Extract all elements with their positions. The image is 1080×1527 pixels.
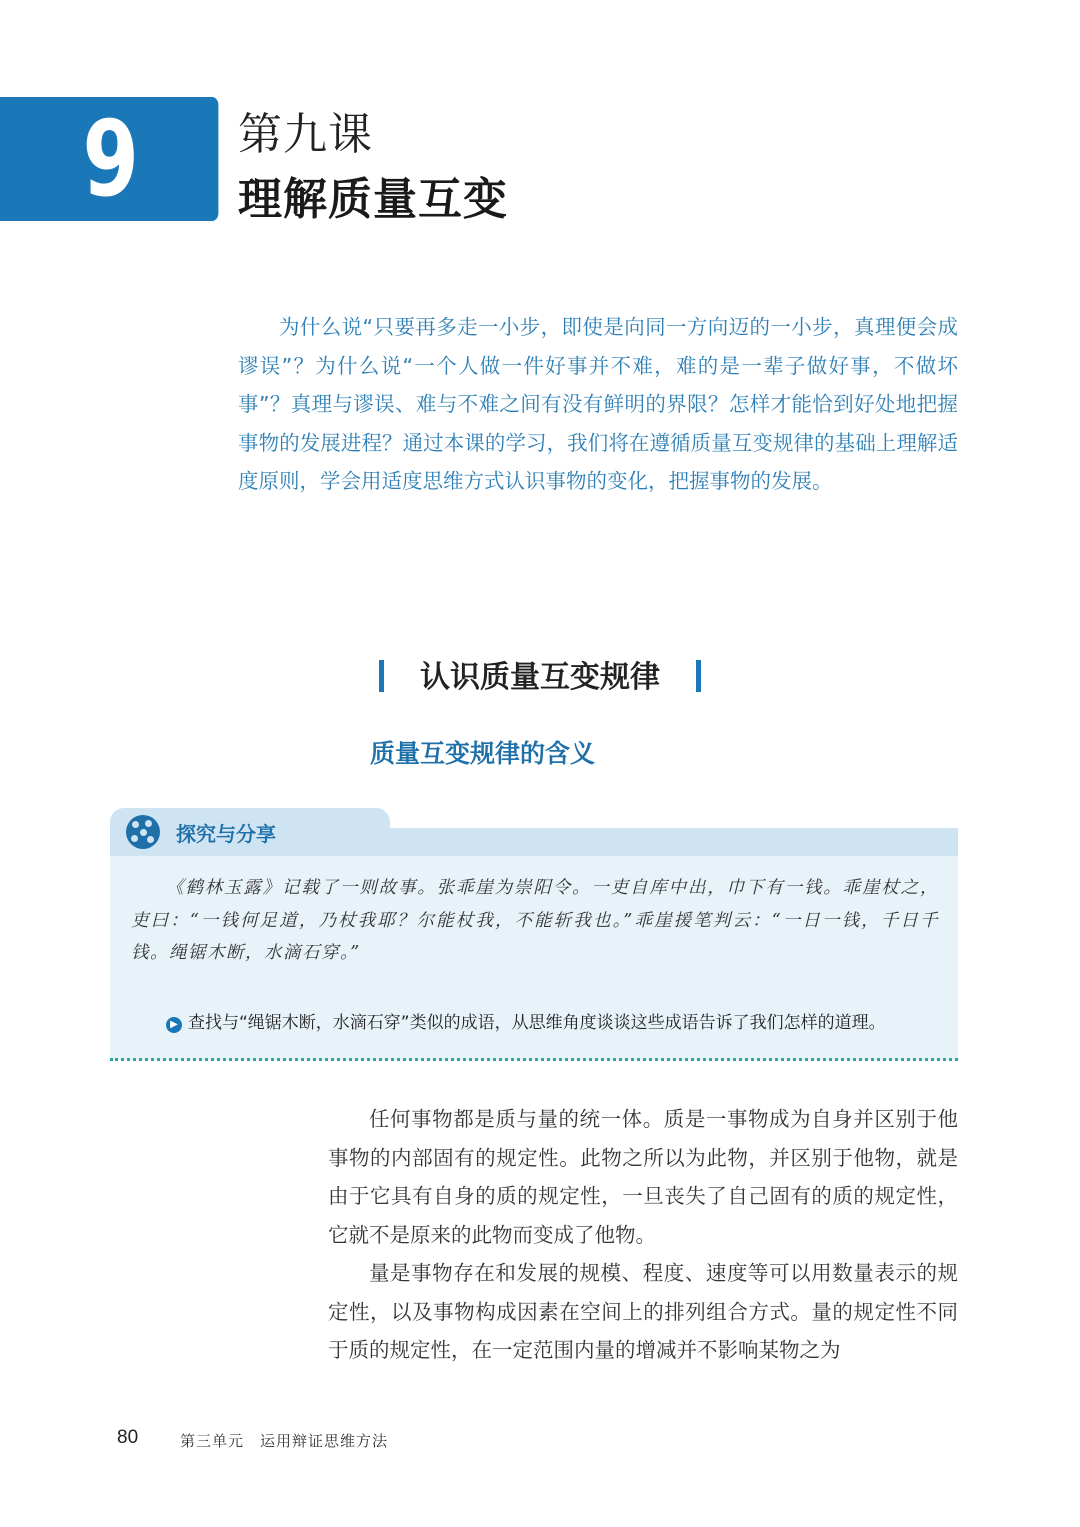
heading-right-bar — [696, 660, 701, 692]
heading-left-bar — [379, 660, 384, 692]
subsection-heading: 质量互变规律的含义 — [370, 739, 596, 768]
section-heading-text: 认识质量互变规律 — [420, 660, 660, 695]
lesson-title: 理解质量互变 — [238, 174, 508, 225]
dotted-divider — [110, 1058, 958, 1061]
lesson-number-badge: 9 — [0, 97, 218, 221]
body-paragraph-2: 量是事物存在和发展的规模、程度、速度等可以用数量表示的规定性，以及事物构成因素在空间上的排列组合方式。量的规定性不同于质的规定性，在一定范围内量的增减并不影响某物之为 — [328, 1261, 958, 1362]
explore-task-text: 查找与“绳锯木断，水滴石穿”类似的成语，从思维角度谈谈这些成语告诉了我们怎样的道理。 — [188, 1013, 886, 1033]
explore-story: 《鹤林玉露》记载了一则故事。张乖崖为崇阳令。一吏自库中出，巾下有一钱。乖崖杖之，吏曰：“一钱何足道，乃杖我耶？尔能杖我，不能斩我也。”乖崖援笔判云：“一日一钱，千日千钱。绳锯木断，水滴石穿。” — [131, 878, 939, 963]
section-heading — [0, 652, 1080, 696]
arrow-right-icon: ▶ — [166, 1017, 182, 1033]
explore-header-strip — [390, 828, 958, 856]
page-number: 80 — [117, 1427, 139, 1448]
running-footer: 第三单元 运用辩证思维方法 — [180, 1432, 389, 1450]
lesson-label: 第九课 — [238, 109, 373, 160]
explore-task — [166, 1008, 956, 1033]
explore-label: 探究与分享 — [176, 822, 276, 846]
body-paragraph-1: 任何事物都是质与量的统一体。质是一事物成为自身并区别于他事物的内部固有的规定性。此物之所以为此物，并区别于他物，就是由于它具有自身的质的规定性，一旦丧失了自己固有的质的规定性，它就不是原来的此物而变成了他物。 — [328, 1107, 958, 1247]
intro-paragraph: 为什么说“只要再多走一小步，即使是向同一方向迈的一小步，真理便会成谬误”？为什么说“一个人做一件好事并不难，难的是一辈子做好事，不做坏事”？真理与谬误、难与不难之间有没有鲜明的界限？怎样才能恰到好处地把握事物的发展进程？通过本课的学习，我们将在遵循质量互变规律的基础上理解适度原则，学会用适度思维方式认识事物的变化，把握事物的发展。 — [238, 315, 958, 493]
body-text — [328, 1100, 958, 1370]
explore-icon — [126, 815, 160, 849]
